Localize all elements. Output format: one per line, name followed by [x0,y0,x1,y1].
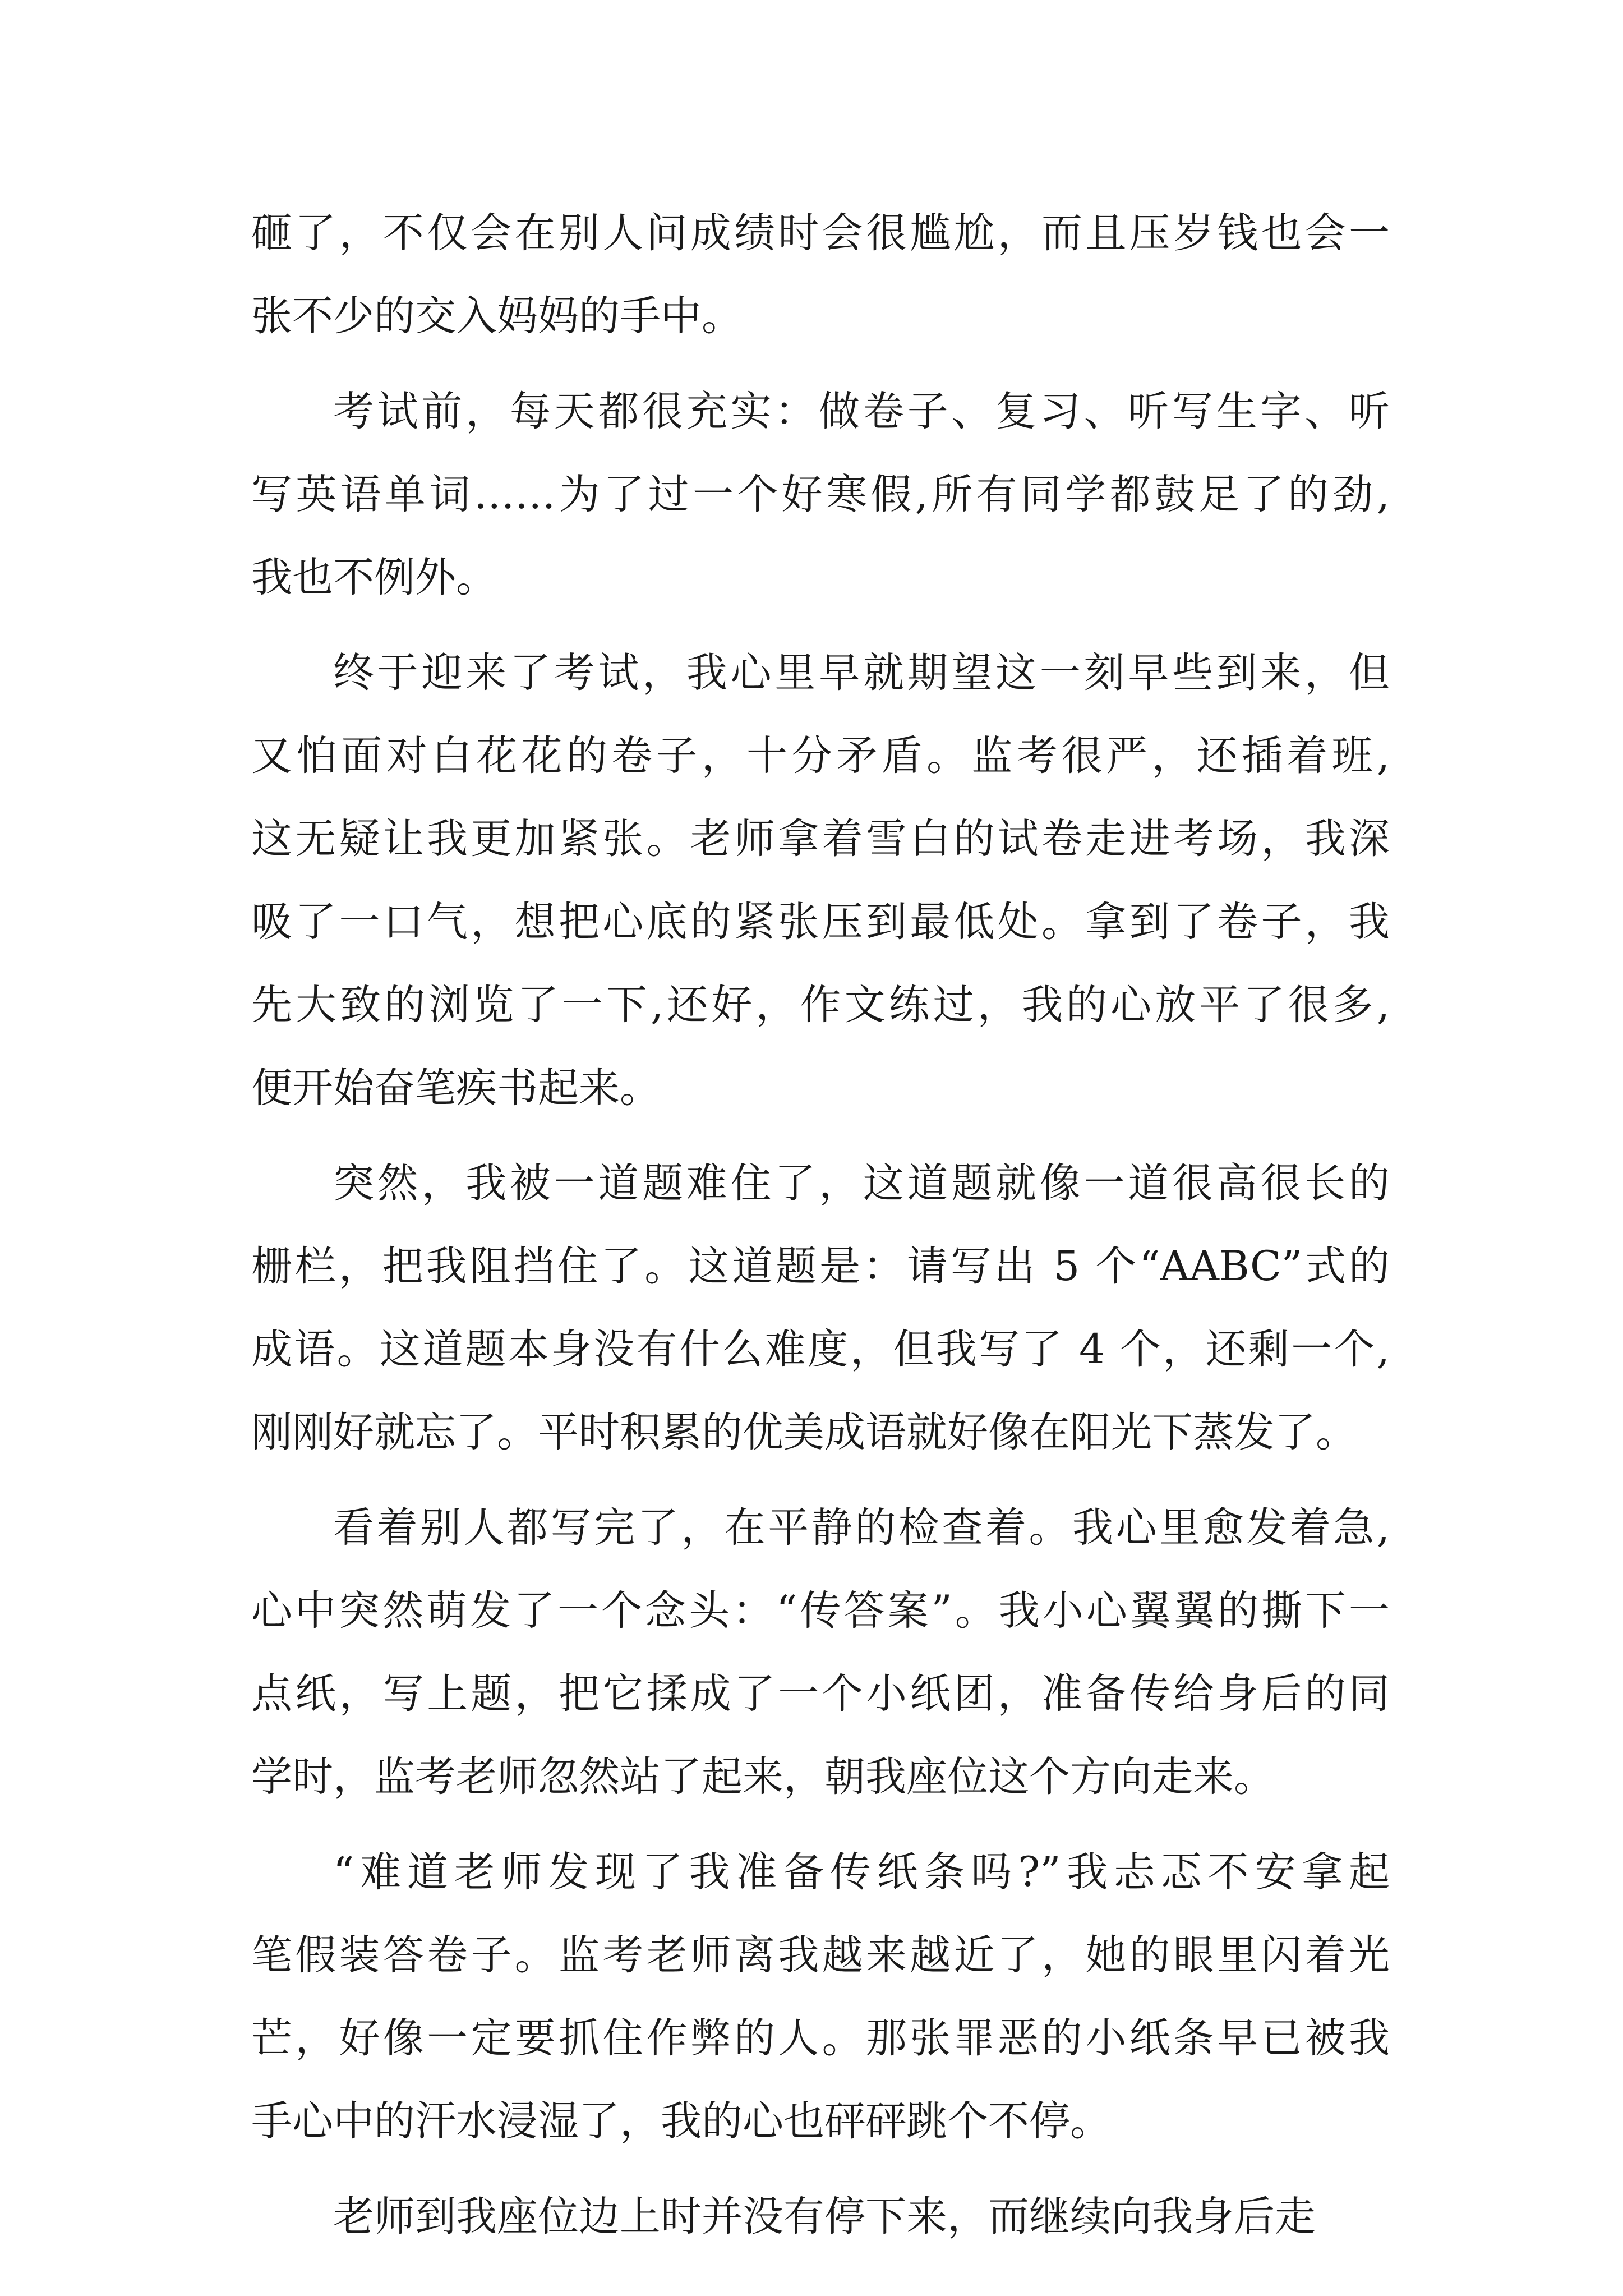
text-line: 栅栏，把我阻挡住了。这道题是：请写出 5 个“AABC”式的 [251,1243,1390,1290]
text-line: 看着别人都写完了，在平静的检查着。我心里愈发着急, [333,1504,1390,1552]
paragraph [251,1831,1390,2163]
paragraph [251,1487,1390,1819]
text-line: 这无疑让我更加紧张。老师拿着雪白的试卷走进考场，我深 [251,815,1390,863]
text-line: 老师到我座位边上时并没有停下来，而继续向我身后走 [333,2193,1316,2240]
text-line: 张不少的交入妈妈的手中。 [251,292,743,340]
text-line: 刚刚好就忘了。平时积累的优美成语就好像在阳光下蒸发了。 [251,1409,1357,1456]
text-line: 成语。这道题本身没有什么难度，但我写了 4 个，还剩一个, [251,1326,1390,1373]
text-line: 又怕面对白花花的卷子，十分矛盾。监考很严，还插着班, [251,732,1390,780]
text-line: 写英语单词……为了过一个好寒假,所有同学都鼓足了的劲, [251,471,1390,518]
text-line: 考试前，每天都很充实：做卷子、复习、听写生字、听 [333,388,1390,435]
text-line: 点纸，写上题，把它揉成了一个小纸团，准备传给身后的同 [251,1670,1390,1718]
text-line: 我也不例外。 [251,554,497,601]
paragraph [251,632,1390,1130]
article-body [251,192,1390,2271]
text-line: 吸了一口气，想把心底的紧张压到最低处。拿到了卷子，我 [251,898,1390,946]
text-line: “难道老师发现了我准备传纸条吗?”我忐忑不安拿起 [333,1848,1390,1896]
text-line: 便开始奋笔疾书起来。 [251,1064,661,1112]
paragraph [251,2175,1390,2258]
text-line: 心中突然萌发了一个念头：“传答案”。我小心翼翼的撕下一 [251,1587,1390,1635]
paragraph [251,192,1390,358]
text-line: 砸了，不仅会在别人问成绩时会很尴尬，而且压岁钱也会一 [251,209,1390,257]
text-line: 笔假装答卷子。监考老师离我越来越近了，她的眼里闪着光 [251,1931,1390,1979]
paragraph [251,370,1390,619]
text-line: 终于迎来了考试，我心里早就期望这一刻早些到来，但 [333,649,1390,697]
text-line: 突然，我被一道题难住了，这道题就像一道很高很长的 [333,1159,1390,1207]
paragraph [251,1142,1390,1474]
text-line: 学时，监考老师忽然站了起来，朝我座位这个方向走来。 [251,1753,1275,1801]
text-line: 手心中的汗水浸湿了，我的心也砰砰跳个不停。 [251,2097,1111,2145]
text-line: 先大致的浏览了一下,还好，作文练过，我的心放平了很多, [251,981,1390,1029]
text-line: 芒，好像一定要抓住作弊的人。那张罪恶的小纸条早已被我 [251,2014,1390,2062]
